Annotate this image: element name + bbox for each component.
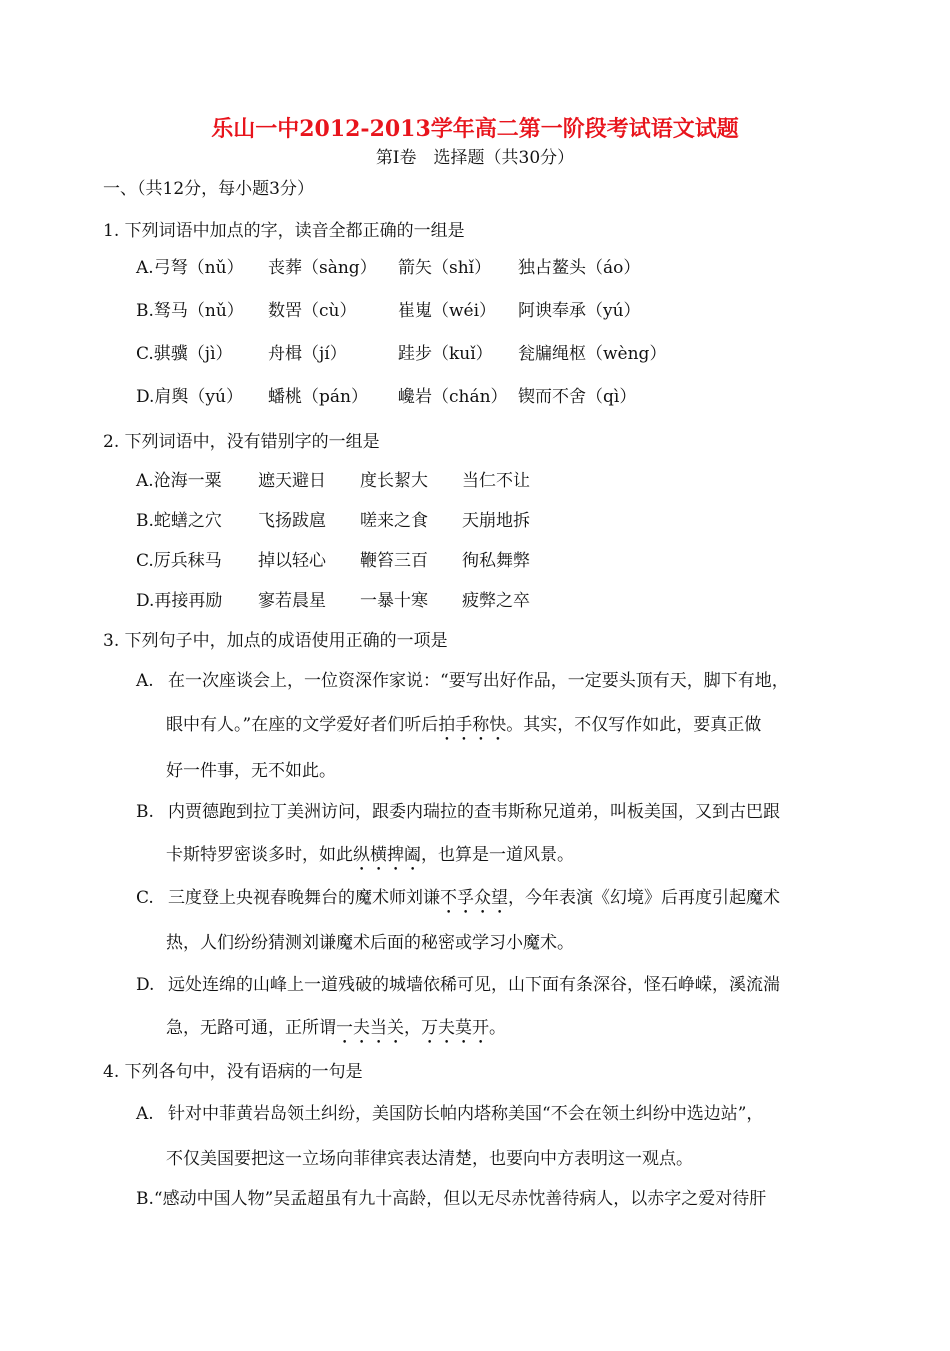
q2-option-a-item-4: 当仁不让 — [462, 471, 530, 491]
q2-option-c-item-3: 鞭笞三百 — [360, 551, 428, 571]
q1-option-d-item-2: 蟠桃（pán） — [268, 387, 368, 407]
q1-option-b-item-1: B.驽马（nǔ） — [136, 301, 244, 321]
exam-title: 乐山一中2012-2013学年高二第一阶段考试语文试题 — [211, 116, 739, 142]
section-subtitle: 第Ⅰ卷 选择题（共30分） — [375, 148, 575, 168]
q2-option-b-item-3: 嗟来之食 — [360, 511, 428, 531]
q2-option-c-item-2: 掉以轻心 — [258, 551, 326, 571]
q1-option-b-item-2: 数罟（cù） — [268, 301, 357, 321]
q2-option-a-item-3: 度长絜大 — [360, 471, 428, 491]
q3-d-text-2: 。 — [489, 1018, 506, 1038]
q3-d-text-1: 急，无路可通，正所谓 — [166, 1018, 336, 1038]
question-1-stem: 1. 下列词语中加点的字，读音全都正确的一组是 — [103, 221, 465, 241]
q2-option-b-item-2: 飞扬跋扈 — [258, 511, 326, 531]
q3-option-c-line-1 — [168, 887, 780, 918]
q4-option-a-line-1: 针对中菲黄岩岛领土纠纷，美国防长帕内塔称美国“不会在领土纠纷中选边站”， — [168, 1104, 764, 1124]
q2-option-c-item-4: 徇私舞弊 — [462, 551, 530, 571]
q3-a-emphasized-idiom: 拍手称快 — [438, 715, 507, 735]
q2-option-c-item-1: C.厉兵秣马 — [136, 551, 222, 571]
q4-option-a-line-2: 不仅美国要把这一立场向菲律宾表达清楚，也要向中方表明这一观点。 — [166, 1149, 693, 1169]
q1-option-a-item-1: A.弓弩（nǔ） — [136, 258, 244, 278]
q3-b-emphasized-idiom: 纵横捭阖 — [353, 845, 421, 865]
q3-a-text-1: 眼中有人。”在座的文学爱好者们听后 — [166, 715, 439, 735]
q1-option-c-item-2: 舟楫（jí） — [268, 344, 347, 364]
q2-option-d-item-4: 疲弊之卒 — [462, 591, 530, 611]
q3-c-text-1: 三度登上央视春晚舞台的魔术师刘谦 — [168, 888, 440, 908]
q2-option-d-item-3: 一暴十寒 — [360, 591, 428, 611]
question-3-stem: 3. 下列句子中，加点的成语使用正确的一项是 — [103, 631, 448, 651]
q1-option-c-item-3: 跬步（kuǐ） — [398, 344, 493, 364]
q4-option-a-label: A. — [136, 1104, 154, 1124]
q3-b-text-1: 卡斯特罗密谈多时，如此 — [166, 845, 353, 865]
q3-option-a-label: A. — [136, 671, 154, 691]
q2-option-d-item-2: 寥若晨星 — [258, 591, 326, 611]
q1-option-d-item-3: 巉岩（chán） — [398, 387, 508, 407]
q3-a-text-2: 。其实，不仅写作如此，要真正做 — [506, 715, 762, 735]
question-2-stem: 2. 下列词语中，没有错别字的一组是 — [103, 432, 380, 452]
q1-option-a-item-2: 丧葬（sàng） — [268, 258, 377, 278]
q1-option-b-item-4: 阿谀奉承（yú） — [518, 301, 641, 321]
q3-option-b-line-1: 内贾德跑到拉丁美洲访问，跟委内瑞拉的查韦斯称兄道弟，叫板美国，又到古巴跟 — [168, 802, 780, 822]
q3-b-text-2: ，也算是一道风景。 — [421, 845, 574, 865]
q1-option-b-item-3: 崔嵬（wéi） — [398, 301, 497, 321]
q1-option-c-item-1: C.骐骥（jì） — [136, 344, 233, 364]
q2-option-d-item-1: D.再接再励 — [136, 591, 223, 611]
q3-option-a-line-1: 在一次座谈会上，一位资深作家说：“要写出好作品，一定要头顶有天，脚下有地， — [168, 671, 789, 691]
q3-d-emphasized-idiom: 一夫当关，万夫莫开 — [336, 1018, 489, 1038]
question-4-stem: 4. 下列各句中，没有语病的一句是 — [103, 1062, 363, 1082]
q3-option-a-line-2 — [166, 714, 761, 745]
q3-option-d-line-1: 远处连绵的山峰上一道残破的城墙依稀可见，山下面有条深谷，怪石峥嵘，溪流湍 — [168, 975, 780, 995]
q2-option-b-item-4: 天崩地拆 — [462, 511, 530, 531]
q3-option-b-label: B. — [136, 802, 154, 822]
q3-option-d-label: D. — [136, 975, 155, 995]
q4-option-b-line-1: B.“感动中国人物”吴孟超虽有九十高龄，但以无尽赤忱善待病人，以赤字之爱对待肝 — [136, 1189, 767, 1209]
q2-option-b-item-1: B.蛇蟮之穴 — [136, 511, 222, 531]
q1-option-d-item-1: D.肩舆（yú） — [136, 387, 243, 407]
q1-option-d-item-4: 锲而不舍（qì） — [518, 387, 637, 407]
q2-option-a-item-2: 遮天避日 — [258, 471, 326, 491]
section-heading: 一、（共12分，每小题3分） — [103, 179, 314, 199]
q1-option-a-item-4: 独占鳌头（áo） — [518, 258, 641, 278]
q3-c-emphasized-idiom: 不孚众望 — [440, 888, 508, 908]
q3-option-c-line-2: 热，人们纷纷猜测刘谦魔术后面的秘密或学习小魔术。 — [166, 933, 574, 953]
q3-option-c-label: C. — [136, 888, 154, 908]
q3-option-a-line-3: 好一件事，无不如此。 — [166, 761, 336, 781]
q3-option-d-line-2 — [166, 1017, 506, 1048]
q1-option-c-item-4: 瓮牖绳枢（wèng） — [518, 344, 667, 364]
q3-c-text-2: ，今年表演《幻境》后再度引起魔术 — [508, 888, 780, 908]
q1-option-a-item-3: 箭矢（shǐ） — [398, 258, 492, 278]
q2-option-a-item-1: A.沧海一粟 — [136, 471, 222, 491]
q3-option-b-line-2 — [166, 844, 574, 875]
